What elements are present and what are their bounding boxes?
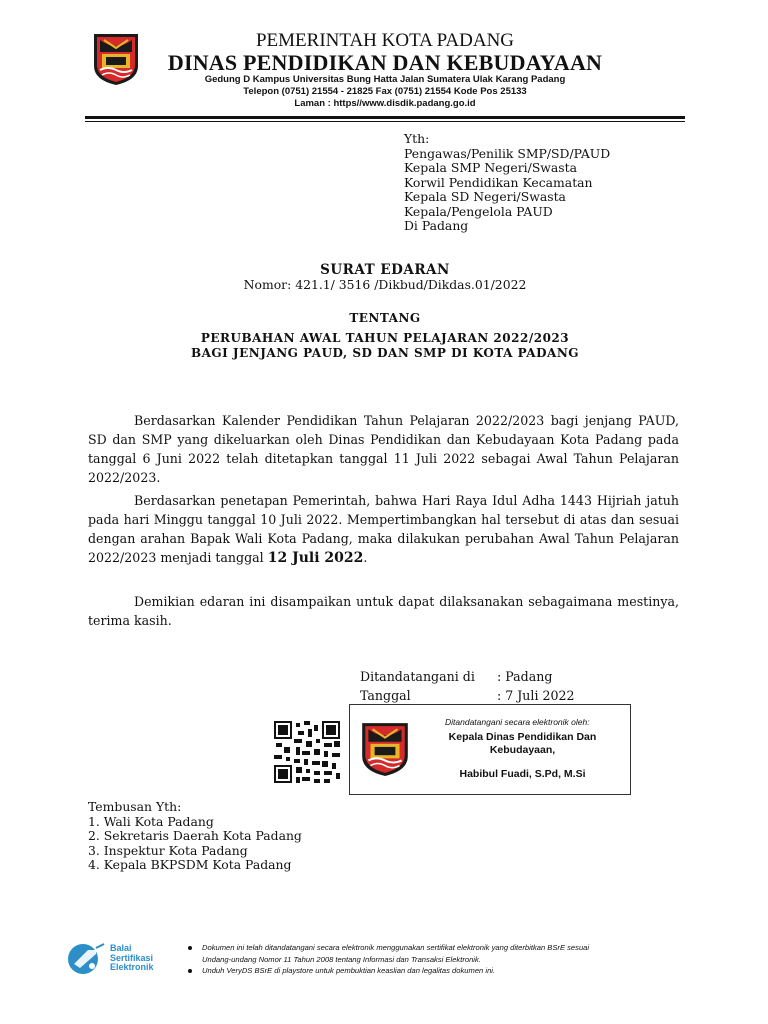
body-paragraph-2: Berdasarkan penetapan Pemerintah, bahwa Hari Raya Idul Adha 1443 Hijriah jatuh pada hari Minggu tanggal 10 Juli 2022. Mempertimbangkan hal tersebut di atas dan sesuai dengan arahan Bapak Wali Kota Padang, maka dilakukan perubahan Awal Tahun Pelajaran 2022/2023 menjadi tanggal 12 Juli 2022. [88,493,679,566]
recipient-item: Kepala SD Negeri/Swasta [404,189,566,204]
recipient-salutation: Yth: [404,131,430,146]
recipient-item: Korwil Pendidikan Kecamatan [404,174,593,190]
electronic-signature-box [349,704,631,795]
signature-caption: Ditandatangani secara elektronik oleh: [445,717,590,727]
footer-note: Dokumen ini telah ditandatangani secara elektronik menggunakan sertifikat elektronik yang diterbitkan BSrE sesuai Undang-undang Nomor 11 Tahun 2008 tentang Informasi dan Transaksi Elektronik. [188,942,708,965]
department-title: DINAS PENDIDIKAN DAN KEBUDAYAAN [167,50,603,75]
signer-name: Habibul Fuadi, S.Pd, M.Si [459,768,586,780]
signed-date-value: : 7 Juli 2022 [497,688,575,703]
bullet-icon [188,969,192,973]
recipient-item: Pengawas/Penilik SMP/SD/PAUD [404,145,611,161]
cc-item: 4. Kepala BKPSDM Kota Padang [88,857,292,873]
carbon-copy-list [88,800,302,873]
bullet-icon [188,946,192,950]
bsre-wordmark: Balai Sertifikasi Elektronik [110,943,154,972]
signer-role: Kebudayaan, [489,744,556,756]
body-paragraph-3: Demikian edaran ini disampaikan untuk dapat dilaksanakan sebagaimana mestinya, terima kasih. [88,594,679,628]
body-paragraph-1: Berdasarkan Kalender Pendidikan Tahun Pelajaran 2022/2023 bagi jenjang PAUD, SD dan SMP yang dikeluarkan oleh Dinas Pendidikan dan Kebudayaan Kota Padang pada tanggal 6 Juni 2022 telah ditetapkan tanggal 11 Juli 2022 sebagai Awal Tahun Pelajaran 2022/2023. [88,413,679,485]
cc-item: 1. Wali Kota Padang [88,813,214,829]
footer-notes [188,942,708,977]
signing-info [360,667,575,705]
signed-place-label: Ditandatangani di [360,669,475,684]
padang-city-emblem-icon [360,721,410,777]
recipient-item: Kepala SMP Negeri/Swasta [404,160,578,175]
qr-code-icon [274,721,340,783]
government-title: PEMERINTAH KOTA PADANG [255,30,515,51]
cc-title: Tembusan Yth: [88,799,182,814]
website-line: Laman : https//www.disdik.padang.go.id [294,98,476,109]
cc-item: 2. Sekretaris Daerah Kota Padang [88,828,302,844]
recipient-block [404,132,610,234]
recipient-item: Kepala/Pengelola PAUD [404,203,553,219]
letter-number: Nomor: 421.1/ 3516 /Dikbud/Dikdas.01/2022 [243,277,527,292]
signer-role: Kepala Dinas Pendidikan Dan [448,731,597,743]
letter-about-heading: TENTANG [349,311,421,325]
padang-city-emblem-icon [92,32,140,86]
letterhead-rule-thin [85,121,685,122]
letter-title: SURAT EDARAN [320,262,450,278]
signed-date-label: Tanggal [360,688,411,703]
new-start-date: 12 Juli 2022 [267,550,364,566]
letter-subject-line: PERUBAHAN AWAL TAHUN PELAJARAN 2022/2023 [200,331,570,345]
address-line: Gedung D Kampus Universitas Bung Hatta Jalan Sumatera Ulak Karang Padang [204,74,566,85]
signed-place-value: : Padang [497,669,553,684]
recipient-item: Di Padang [404,218,469,233]
footer-note: Unduh VeryDS BSrE di playstore untuk pembuktian keaslian dan legalitas dokumen ini. [188,965,708,977]
letterhead-rule-thick [85,116,685,119]
bsre-logo-icon [66,942,106,976]
letter-subject-line: BAGI JENJANG PAUD, SD DAN SMP DI KOTA PADANG [190,346,580,360]
cc-item: 3. Inspektur Kota Padang [88,842,248,858]
phone-line: Telepon (0751) 21554 - 21825 Fax (0751) 21554 Kode Pos 25133 [243,86,527,97]
